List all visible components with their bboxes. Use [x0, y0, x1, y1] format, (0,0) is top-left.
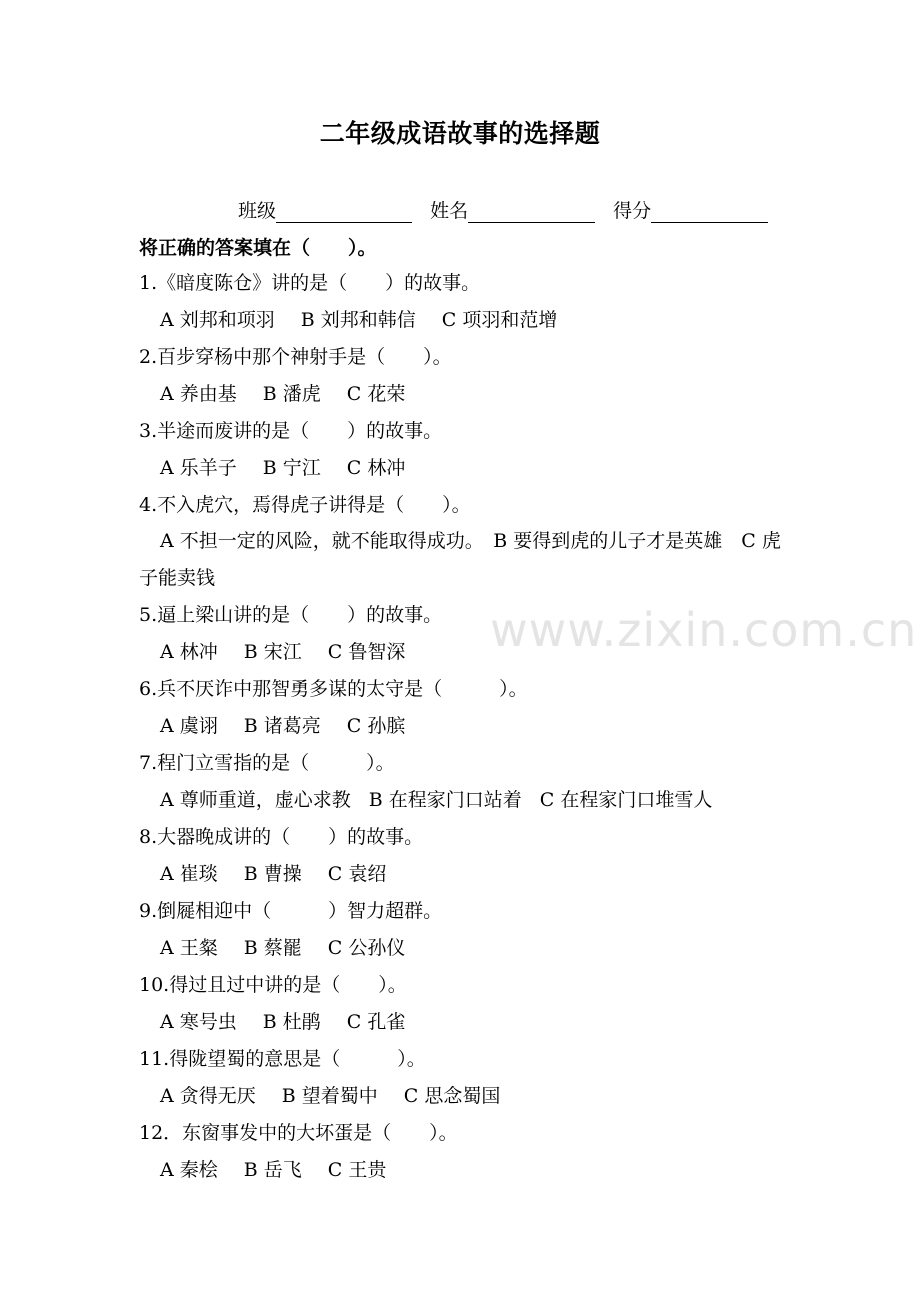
options-2 — [139, 381, 789, 418]
score-label: 得分 — [613, 200, 652, 222]
options-9 — [139, 935, 789, 972]
question-10: 10.得过且过中讲的是（ ）。 — [139, 974, 407, 996]
option-10b: B 杜鹃 — [262, 1011, 321, 1033]
option-1a: A 刘邦和项羽 — [160, 309, 275, 331]
option-7a: A 尊师重道，虚心求教 — [160, 789, 351, 811]
question-list — [139, 270, 789, 1194]
option-3c: C 林冲 — [346, 457, 406, 479]
question-9: 9.倒屣相迎中（ ）智力超群。 — [139, 900, 443, 922]
option-5c: C 鲁智深 — [327, 641, 406, 663]
option-9a: A 王粲 — [160, 937, 218, 959]
option-5b: B 宋江 — [243, 641, 302, 663]
option-2c: C 花荣 — [346, 383, 406, 405]
option-11c: C 思念蜀国 — [403, 1085, 501, 1107]
option-3a: A 乐羊子 — [160, 457, 237, 479]
option-1c: C 项羽和范增 — [441, 309, 558, 331]
question-3: 3.半途而废讲的是（ ）的故事。 — [139, 420, 443, 442]
options-1 — [139, 307, 789, 344]
question-12: 12．东窗事发中的大坏蛋是（ ）。 — [139, 1122, 458, 1144]
options-7 — [139, 787, 789, 824]
option-6c: C 孙膑 — [346, 715, 406, 737]
options-12 — [139, 1157, 789, 1194]
question-7: 7.程门立雪指的是（ ）。 — [139, 752, 395, 774]
options-4: A 不担一定的风险，就不能取得成功。 B 要得到虎的儿子才是英雄 C 虎子能卖钱 — [139, 530, 781, 589]
option-5a: A 林冲 — [160, 641, 218, 663]
option-12b: B 岳飞 — [243, 1159, 302, 1181]
option-6b: B 诸葛亮 — [243, 715, 321, 737]
watermark: www.zixin.com.cn — [490, 603, 918, 657]
option-6a: A 虞诩 — [160, 715, 218, 737]
options-5 — [139, 639, 789, 676]
name-label: 姓名 — [430, 200, 469, 222]
student-info-line — [238, 196, 780, 223]
option-10a: A 寒号虫 — [160, 1011, 237, 1033]
class-label: 班级 — [238, 200, 277, 222]
options-10 — [139, 1009, 789, 1046]
instruction-text: 将正确的答案填在（ ）。 — [139, 237, 377, 259]
option-9b: B 蔡罷 — [243, 937, 302, 959]
option-1b: B 刘邦和韩信 — [300, 309, 416, 331]
option-10c: C 孔雀 — [346, 1011, 406, 1033]
question-6: 6.兵不厌诈中那智勇多谋的太守是（ ）。 — [139, 678, 528, 700]
option-7b: B 在程家门口站着 — [368, 789, 522, 811]
option-12a: A 秦桧 — [160, 1159, 218, 1181]
option-8b: B 曹操 — [243, 863, 302, 885]
question-11: 11.得陇望蜀的意思是（ ）。 — [139, 1048, 426, 1070]
option-8a: A 崔琰 — [160, 863, 218, 885]
question-2: 2.百步穿杨中那个神射手是（ ）。 — [139, 346, 452, 368]
option-2a: A 养由基 — [160, 383, 237, 405]
class-blank — [276, 202, 412, 223]
question-5: 5.逼上梁山讲的是（ ）的故事。 — [139, 604, 443, 626]
options-3 — [139, 455, 789, 492]
option-11b: B 望着蜀中 — [281, 1085, 378, 1107]
option-3b: B 宁江 — [262, 457, 321, 479]
name-blank — [468, 202, 595, 223]
options-6 — [139, 713, 789, 750]
option-12c: C 王贵 — [327, 1159, 387, 1181]
options-11 — [139, 1083, 789, 1120]
question-1: 1.《暗度陈仓》讲的是（ ）的故事。 — [139, 272, 481, 294]
option-7c: C 在程家门口堆雪人 — [539, 789, 713, 811]
option-9c: C 公孙仪 — [327, 937, 406, 959]
option-8c: C 袁绍 — [327, 863, 387, 885]
question-4: 4.不入虎穴，焉得虎子讲得是（ ）。 — [139, 494, 471, 516]
options-8 — [139, 861, 789, 898]
question-8: 8.大器晚成讲的（ ）的故事。 — [139, 826, 424, 848]
page-title: 二年级成语故事的选择题 — [319, 119, 601, 148]
score-blank — [651, 202, 768, 223]
option-2b: B 潘虎 — [262, 383, 321, 405]
option-11a: A 贪得无厌 — [160, 1085, 256, 1107]
